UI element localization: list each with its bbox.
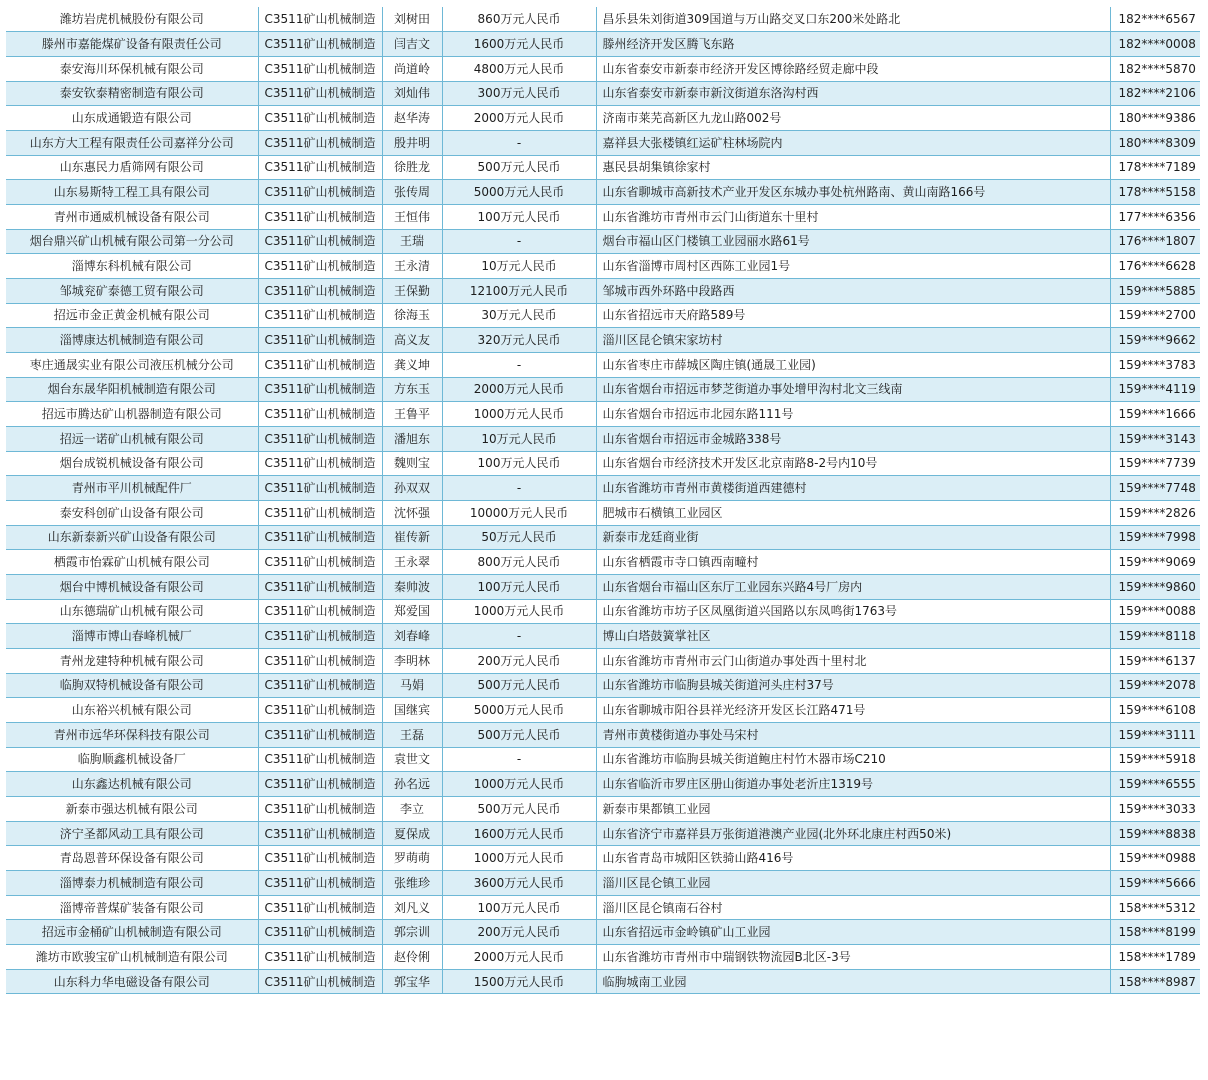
registered-capital: 500万元人民币: [442, 155, 596, 180]
registered-capital: 30万元人民币: [442, 303, 596, 328]
company-name: 滕州市嘉能煤矿设备有限责任公司: [6, 32, 258, 57]
registered-capital: 800万元人民币: [442, 550, 596, 575]
industry-code: C3511矿山机械制造: [258, 772, 382, 797]
table-row: [6, 81, 1200, 106]
industry-code: C3511矿山机械制造: [258, 81, 382, 106]
industry-code: C3511矿山机械制造: [258, 328, 382, 353]
industry-code: C3511矿山机械制造: [258, 673, 382, 698]
company-address: 淄川区昆仑镇宋家坊村: [596, 328, 1110, 353]
registered-capital: 860万元人民币: [442, 7, 596, 32]
legal-representative: 尚道岭: [382, 56, 442, 81]
table-row: [6, 402, 1200, 427]
company-name: 济宁圣都风动工具有限公司: [6, 821, 258, 846]
registered-capital: 1600万元人民币: [442, 32, 596, 57]
contact-phone: 158****5312: [1110, 895, 1200, 920]
company-name: 潍坊市欧骏宝矿山机械制造有限公司: [6, 945, 258, 970]
registered-capital: 10000万元人民币: [442, 500, 596, 525]
contact-phone: 159****5666: [1110, 871, 1200, 896]
contact-phone: 159****6555: [1110, 772, 1200, 797]
industry-code: C3511矿山机械制造: [258, 229, 382, 254]
legal-representative: 方东玉: [382, 377, 442, 402]
company-address: 山东省枣庄市薛城区陶庄镇(通晟工业园): [596, 352, 1110, 377]
company-address: 山东省青岛市城阳区铁骑山路416号: [596, 846, 1110, 871]
legal-representative: 闫吉文: [382, 32, 442, 57]
company-address: 淄川区昆仑镇南石谷村: [596, 895, 1110, 920]
company-address: 济南市莱芜高新区九龙山路002号: [596, 106, 1110, 131]
legal-representative: 刘凡义: [382, 895, 442, 920]
industry-code: C3511矿山机械制造: [258, 130, 382, 155]
company-name: 烟台东晟华阳机械制造有限公司: [6, 377, 258, 402]
registered-capital: 10万元人民币: [442, 426, 596, 451]
table-row: [6, 7, 1200, 32]
contact-phone: 159****8118: [1110, 624, 1200, 649]
registered-capital: -: [442, 130, 596, 155]
table-row: [6, 180, 1200, 205]
registered-capital: 2000万元人民币: [442, 377, 596, 402]
legal-representative: 李明林: [382, 648, 442, 673]
company-address: 山东省招远市金岭镇矿山工业园: [596, 920, 1110, 945]
legal-representative: 沈怀强: [382, 500, 442, 525]
registered-capital: -: [442, 476, 596, 501]
table-row: [6, 648, 1200, 673]
company-name: 招远一诺矿山机械有限公司: [6, 426, 258, 451]
table-row: [6, 673, 1200, 698]
registered-capital: 100万元人民币: [442, 451, 596, 476]
contact-phone: 159****6137: [1110, 648, 1200, 673]
company-name: 淄博东科机械有限公司: [6, 254, 258, 279]
legal-representative: 郭宝华: [382, 969, 442, 994]
table-row: [6, 871, 1200, 896]
table-row: [6, 229, 1200, 254]
contact-phone: 159****0088: [1110, 599, 1200, 624]
company-name: 山东易斯特工程工具有限公司: [6, 180, 258, 205]
industry-code: C3511矿山机械制造: [258, 500, 382, 525]
industry-code: C3511矿山机械制造: [258, 476, 382, 501]
industry-code: C3511矿山机械制造: [258, 352, 382, 377]
company-name: 青岛恩普环保设备有限公司: [6, 846, 258, 871]
table-row: [6, 797, 1200, 822]
legal-representative: 罗萌萌: [382, 846, 442, 871]
contact-phone: 182****2106: [1110, 81, 1200, 106]
table-row: [6, 476, 1200, 501]
legal-representative: 王恒伟: [382, 204, 442, 229]
table-row: [6, 278, 1200, 303]
contact-phone: 180****9386: [1110, 106, 1200, 131]
registered-capital: 500万元人民币: [442, 722, 596, 747]
industry-code: C3511矿山机械制造: [258, 525, 382, 550]
company-address: 山东省淄博市周村区西陈工业园1号: [596, 254, 1110, 279]
legal-representative: 王保勤: [382, 278, 442, 303]
table-row: [6, 377, 1200, 402]
registered-capital: 100万元人民币: [442, 574, 596, 599]
industry-code: C3511矿山机械制造: [258, 32, 382, 57]
table-row: [6, 895, 1200, 920]
table-row: [6, 500, 1200, 525]
company-name: 新泰市强达机械有限公司: [6, 797, 258, 822]
registered-capital: 200万元人民币: [442, 648, 596, 673]
industry-code: C3511矿山机械制造: [258, 451, 382, 476]
legal-representative: 袁世文: [382, 747, 442, 772]
company-address: 肥城市石横镇工业园区: [596, 500, 1110, 525]
legal-representative: 徐胜龙: [382, 155, 442, 180]
industry-code: C3511矿山机械制造: [258, 624, 382, 649]
registered-capital: 500万元人民币: [442, 673, 596, 698]
contact-phone: 159****9662: [1110, 328, 1200, 353]
registered-capital: 2000万元人民币: [442, 106, 596, 131]
registered-capital: 1000万元人民币: [442, 846, 596, 871]
company-name: 栖霞市怡霖矿山机械有限公司: [6, 550, 258, 575]
company-name: 招远市金正黄金机械有限公司: [6, 303, 258, 328]
table-row: [6, 698, 1200, 723]
table-row: [6, 969, 1200, 994]
industry-code: C3511矿山机械制造: [258, 402, 382, 427]
table-row: [6, 772, 1200, 797]
table-row: [6, 204, 1200, 229]
legal-representative: 李立: [382, 797, 442, 822]
company-name: 招远市腾达矿山机器制造有限公司: [6, 402, 258, 427]
company-address: 滕州经济开发区腾飞东路: [596, 32, 1110, 57]
legal-representative: 赵华涛: [382, 106, 442, 131]
legal-representative: 孙双双: [382, 476, 442, 501]
contact-phone: 159****2700: [1110, 303, 1200, 328]
industry-code: C3511矿山机械制造: [258, 7, 382, 32]
contact-phone: 159****2826: [1110, 500, 1200, 525]
company-name: 山东成通锻造有限公司: [6, 106, 258, 131]
company-address: 山东省潍坊市临朐县城关街道鲍庄村竹木器市场C210: [596, 747, 1110, 772]
table-row: [6, 722, 1200, 747]
registered-capital: 100万元人民币: [442, 895, 596, 920]
table-row: [6, 550, 1200, 575]
company-name: 山东裕兴机械有限公司: [6, 698, 258, 723]
table-row: [6, 821, 1200, 846]
contact-phone: 178****7189: [1110, 155, 1200, 180]
legal-representative: 王鲁平: [382, 402, 442, 427]
company-name: 淄博康达机械制造有限公司: [6, 328, 258, 353]
contact-phone: 158****1789: [1110, 945, 1200, 970]
industry-code: C3511矿山机械制造: [258, 377, 382, 402]
industry-code: C3511矿山机械制造: [258, 550, 382, 575]
legal-representative: 王永翠: [382, 550, 442, 575]
company-name: 青州市通威机械设备有限公司: [6, 204, 258, 229]
contact-phone: 159****2078: [1110, 673, 1200, 698]
company-name: 泰安钦泰精密制造有限公司: [6, 81, 258, 106]
company-name: 临朐顺鑫机械设备厂: [6, 747, 258, 772]
registered-capital: 300万元人民币: [442, 81, 596, 106]
table-row: [6, 574, 1200, 599]
company-name: 泰安科创矿山设备有限公司: [6, 500, 258, 525]
contact-phone: 182****6567: [1110, 7, 1200, 32]
registered-capital: 1500万元人民币: [442, 969, 596, 994]
company-address: 临朐城南工业园: [596, 969, 1110, 994]
legal-representative: 王瑞: [382, 229, 442, 254]
company-name: 青州市平川机械配件厂: [6, 476, 258, 501]
registered-capital: 2000万元人民币: [442, 945, 596, 970]
table-row: [6, 303, 1200, 328]
company-name: 青州市远华环保科技有限公司: [6, 722, 258, 747]
industry-code: C3511矿山机械制造: [258, 698, 382, 723]
industry-code: C3511矿山机械制造: [258, 599, 382, 624]
company-address: 山东省烟台市招远市北园东路111号: [596, 402, 1110, 427]
legal-representative: 高义友: [382, 328, 442, 353]
contact-phone: 180****8309: [1110, 130, 1200, 155]
company-name: 淄博泰力机械制造有限公司: [6, 871, 258, 896]
contact-phone: 159****9069: [1110, 550, 1200, 575]
table-row: [6, 451, 1200, 476]
contact-phone: 159****1666: [1110, 402, 1200, 427]
company-name: 潍坊岩虎机械股份有限公司: [6, 7, 258, 32]
company-address: 山东省聊城市高新技术产业开发区东城办事处杭州路南、黄山南路166号: [596, 180, 1110, 205]
registered-capital: 5000万元人民币: [442, 180, 596, 205]
company-address: 嘉祥县大张楼镇红运矿柱林场院内: [596, 130, 1110, 155]
company-address: 山东省烟台市经济技术开发区北京南路8-2号内10号: [596, 451, 1110, 476]
registered-capital: 200万元人民币: [442, 920, 596, 945]
legal-representative: 徐海玉: [382, 303, 442, 328]
company-name: 山东方大工程有限责任公司嘉祥分公司: [6, 130, 258, 155]
company-name: 烟台成锐机械设备有限公司: [6, 451, 258, 476]
table-row: [6, 624, 1200, 649]
industry-code: C3511矿山机械制造: [258, 797, 382, 822]
registered-capital: 5000万元人民币: [442, 698, 596, 723]
company-address: 山东省潍坊市青州市云门山街道东十里村: [596, 204, 1110, 229]
industry-code: C3511矿山机械制造: [258, 969, 382, 994]
company-name: 山东惠民力盾筛网有限公司: [6, 155, 258, 180]
registered-capital: 500万元人民币: [442, 797, 596, 822]
industry-code: C3511矿山机械制造: [258, 106, 382, 131]
contact-phone: 159****5918: [1110, 747, 1200, 772]
industry-code: C3511矿山机械制造: [258, 871, 382, 896]
contact-phone: 178****5158: [1110, 180, 1200, 205]
contact-phone: 159****5885: [1110, 278, 1200, 303]
company-address: 山东省济宁市嘉祥县万张街道港澳产业园(北外环北康庄村西50米): [596, 821, 1110, 846]
table-row: [6, 846, 1200, 871]
legal-representative: 龚义坤: [382, 352, 442, 377]
company-address: 惠民县胡集镇徐家村: [596, 155, 1110, 180]
company-name: 临朐双特机械设备有限公司: [6, 673, 258, 698]
registered-capital: 10万元人民币: [442, 254, 596, 279]
contact-phone: 176****6628: [1110, 254, 1200, 279]
industry-code: C3511矿山机械制造: [258, 56, 382, 81]
table-row: [6, 525, 1200, 550]
table-row: [6, 599, 1200, 624]
industry-code: C3511矿山机械制造: [258, 945, 382, 970]
registered-capital: -: [442, 747, 596, 772]
registered-capital: 1000万元人民币: [442, 772, 596, 797]
company-name: 淄博帝普煤矿装备有限公司: [6, 895, 258, 920]
contact-phone: 159****7998: [1110, 525, 1200, 550]
legal-representative: 魏则宝: [382, 451, 442, 476]
company-address: 淄川区昆仑镇工业园: [596, 871, 1110, 896]
company-name: 烟台中博机械设备有限公司: [6, 574, 258, 599]
company-name: 招远市金桶矿山机械制造有限公司: [6, 920, 258, 945]
legal-representative: 马娟: [382, 673, 442, 698]
legal-representative: 潘旭东: [382, 426, 442, 451]
contact-phone: 176****1807: [1110, 229, 1200, 254]
company-name: 山东德瑞矿山机械有限公司: [6, 599, 258, 624]
industry-code: C3511矿山机械制造: [258, 846, 382, 871]
industry-code: C3511矿山机械制造: [258, 278, 382, 303]
contact-phone: 159****0988: [1110, 846, 1200, 871]
legal-representative: 郭宗训: [382, 920, 442, 945]
company-address: 山东省烟台市招远市梦芝街道办事处增甲沟村北文三线南: [596, 377, 1110, 402]
industry-code: C3511矿山机械制造: [258, 254, 382, 279]
registered-capital: -: [442, 352, 596, 377]
company-address: 山东省潍坊市青州市中瑞钢铁物流园B北区-3号: [596, 945, 1110, 970]
company-address: 山东省烟台市招远市金城路338号: [596, 426, 1110, 451]
legal-representative: 王永清: [382, 254, 442, 279]
company-address: 山东省潍坊市青州市黄楼街道西建德村: [596, 476, 1110, 501]
legal-representative: 秦帅波: [382, 574, 442, 599]
legal-representative: 张维珍: [382, 871, 442, 896]
contact-phone: 182****0008: [1110, 32, 1200, 57]
contact-phone: 158****8987: [1110, 969, 1200, 994]
legal-representative: 张传周: [382, 180, 442, 205]
company-name: 青州龙建特种机械有限公司: [6, 648, 258, 673]
registered-capital: 320万元人民币: [442, 328, 596, 353]
company-address: 山东省潍坊市青州市云门山街道办事处西十里村北: [596, 648, 1110, 673]
industry-code: C3511矿山机械制造: [258, 204, 382, 229]
company-address: 博山白塔鼓簧掌社区: [596, 624, 1110, 649]
table-row: [6, 130, 1200, 155]
contact-phone: 182****5870: [1110, 56, 1200, 81]
contact-phone: 159****4119: [1110, 377, 1200, 402]
contact-phone: 158****8199: [1110, 920, 1200, 945]
registered-capital: 100万元人民币: [442, 204, 596, 229]
contact-phone: 159****9860: [1110, 574, 1200, 599]
company-address: 昌乐县朱刘街道309国道与万山路交叉口东200米处路北: [596, 7, 1110, 32]
registered-capital: 1600万元人民币: [442, 821, 596, 846]
registered-capital: -: [442, 624, 596, 649]
contact-phone: 159****3111: [1110, 722, 1200, 747]
legal-representative: 国继宾: [382, 698, 442, 723]
company-name: 邹城兖矿泰德工贸有限公司: [6, 278, 258, 303]
contact-phone: 159****3143: [1110, 426, 1200, 451]
company-address: 青州市黄楼街道办事处马宋村: [596, 722, 1110, 747]
company-name: 淄博市博山春峰机械厂: [6, 624, 258, 649]
registered-capital: -: [442, 229, 596, 254]
company-address: 山东省栖霞市寺口镇西南疃村: [596, 550, 1110, 575]
company-address: 邹城市西外环路中段路西: [596, 278, 1110, 303]
legal-representative: 刘灿伟: [382, 81, 442, 106]
company-name: 山东科力华电磁设备有限公司: [6, 969, 258, 994]
company-table: [6, 7, 1200, 994]
legal-representative: 崔传新: [382, 525, 442, 550]
legal-representative: 孙名远: [382, 772, 442, 797]
industry-code: C3511矿山机械制造: [258, 722, 382, 747]
company-table-body: [6, 7, 1200, 994]
table-row: [6, 155, 1200, 180]
table-row: [6, 106, 1200, 131]
table-row: [6, 945, 1200, 970]
company-address: 新泰市龙廷商业街: [596, 525, 1110, 550]
registered-capital: 1000万元人民币: [442, 599, 596, 624]
contact-phone: 159****3033: [1110, 797, 1200, 822]
company-address: 山东省聊城市阳谷县祥光经济开发区长江路471号: [596, 698, 1110, 723]
table-row: [6, 56, 1200, 81]
legal-representative: 夏保成: [382, 821, 442, 846]
company-address: 山东省烟台市福山区东厅工业园东兴路4号厂房内: [596, 574, 1110, 599]
table-row: [6, 352, 1200, 377]
table-row: [6, 920, 1200, 945]
company-address: 山东省泰安市新泰市经济开发区博徐路经贸走廊中段: [596, 56, 1110, 81]
company-address: 烟台市福山区门楼镇工业园丽水路61号: [596, 229, 1110, 254]
industry-code: C3511矿山机械制造: [258, 648, 382, 673]
industry-code: C3511矿山机械制造: [258, 821, 382, 846]
registered-capital: 4800万元人民币: [442, 56, 596, 81]
company-name: 烟台鼎兴矿山机械有限公司第一分公司: [6, 229, 258, 254]
legal-representative: 郑爱国: [382, 599, 442, 624]
contact-phone: 159****7739: [1110, 451, 1200, 476]
legal-representative: 殷井明: [382, 130, 442, 155]
industry-code: C3511矿山机械制造: [258, 920, 382, 945]
table-row: [6, 32, 1200, 57]
registered-capital: 3600万元人民币: [442, 871, 596, 896]
registered-capital: 12100万元人民币: [442, 278, 596, 303]
industry-code: C3511矿山机械制造: [258, 180, 382, 205]
company-name: 枣庄通晟实业有限公司液压机械分公司: [6, 352, 258, 377]
company-address: 山东省潍坊市坊子区凤凰街道兴国路以东凤鸣街1763号: [596, 599, 1110, 624]
table-row: [6, 254, 1200, 279]
company-name: 山东鑫达机械有限公司: [6, 772, 258, 797]
table-row: [6, 426, 1200, 451]
industry-code: C3511矿山机械制造: [258, 574, 382, 599]
contact-phone: 159****6108: [1110, 698, 1200, 723]
contact-phone: 177****6356: [1110, 204, 1200, 229]
company-name: 泰安海川环保机械有限公司: [6, 56, 258, 81]
company-address: 新泰市果都镇工业园: [596, 797, 1110, 822]
company-address: 山东省招远市天府路589号: [596, 303, 1110, 328]
industry-code: C3511矿山机械制造: [258, 303, 382, 328]
company-address: 山东省临沂市罗庄区册山街道办事处老沂庄1319号: [596, 772, 1110, 797]
industry-code: C3511矿山机械制造: [258, 747, 382, 772]
table-row: [6, 328, 1200, 353]
registered-capital: 1000万元人民币: [442, 402, 596, 427]
contact-phone: 159****7748: [1110, 476, 1200, 501]
industry-code: C3511矿山机械制造: [258, 155, 382, 180]
company-name: 山东新泰新兴矿山设备有限公司: [6, 525, 258, 550]
legal-representative: 王磊: [382, 722, 442, 747]
industry-code: C3511矿山机械制造: [258, 895, 382, 920]
company-address: 山东省泰安市新泰市新汶街道东洛沟村西: [596, 81, 1110, 106]
legal-representative: 刘春峰: [382, 624, 442, 649]
contact-phone: 159****8838: [1110, 821, 1200, 846]
company-address: 山东省潍坊市临朐县城关街道河头庄村37号: [596, 673, 1110, 698]
table-row: [6, 747, 1200, 772]
industry-code: C3511矿山机械制造: [258, 426, 382, 451]
contact-phone: 159****3783: [1110, 352, 1200, 377]
legal-representative: 刘树田: [382, 7, 442, 32]
registered-capital: 50万元人民币: [442, 525, 596, 550]
legal-representative: 赵伶俐: [382, 945, 442, 970]
